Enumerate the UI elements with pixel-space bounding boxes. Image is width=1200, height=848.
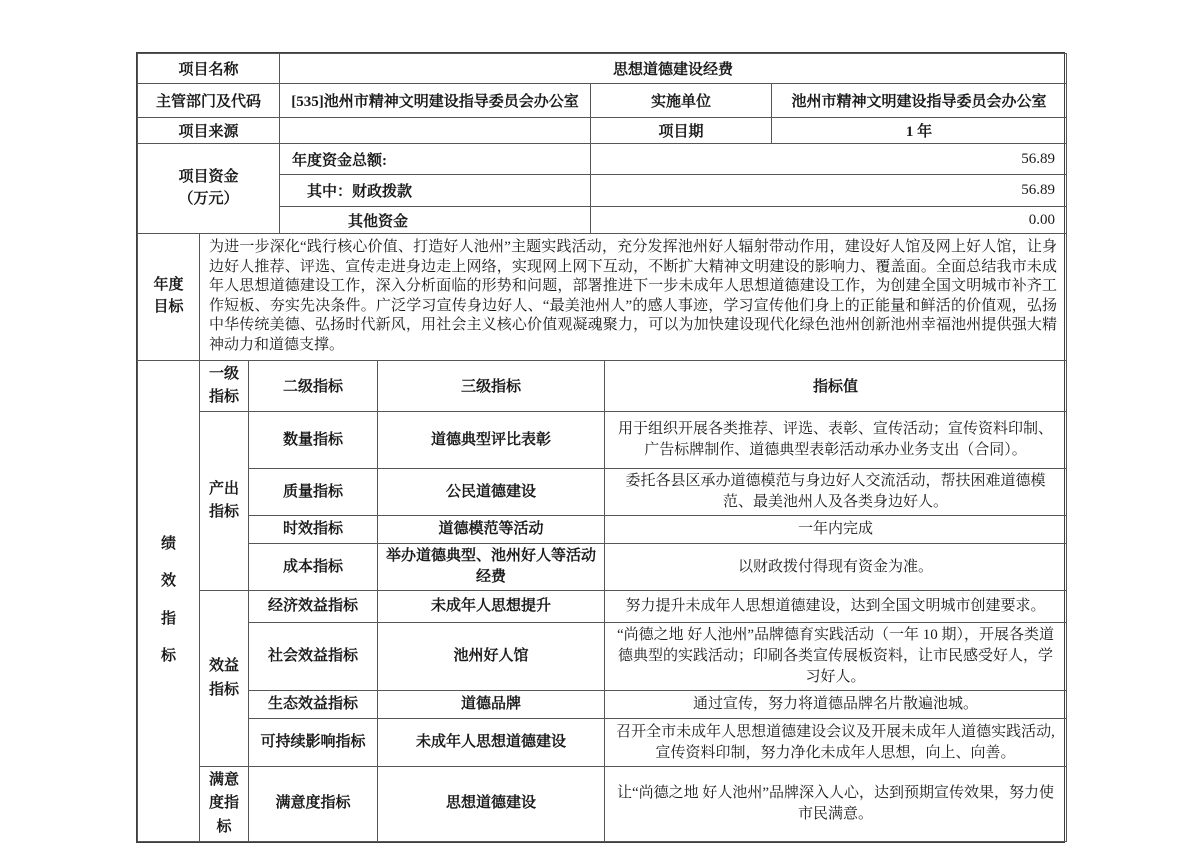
header-value: 指标值 [605, 360, 1067, 412]
indicator-level2: 生态效益指标 [249, 691, 378, 719]
funds-other-value: 0.00 [591, 207, 1067, 234]
table-row [138, 691, 1067, 719]
header-level1: 一级指标 [200, 360, 249, 412]
funds-label-line1: 项目资金 [178, 168, 239, 185]
source-value [280, 118, 591, 144]
performance-side-label: 绩效指标 [138, 360, 200, 841]
group-satisfaction-label: 满意度指标 [200, 767, 249, 842]
indicator-level2: 时效指标 [249, 516, 378, 544]
annual-goal-table [137, 233, 1067, 361]
indicator-value: 一年内完成 [605, 516, 1067, 544]
indicator-value: 努力提升未成年人思想道德建设，达到全国文明城市创建要求。 [605, 591, 1067, 623]
dept-value: [535]池州市精神文明建设指导委员会办公室 [280, 84, 591, 118]
indicator-level2: 社会效益指标 [249, 623, 378, 691]
table-row [138, 544, 1067, 591]
project-name-value: 思想道德建设经费 [280, 54, 1067, 84]
indicator-level3: 道德模范等活动 [378, 516, 605, 544]
indicator-value: 用于组织开展各类推荐、评选、表彰、宣传活动；宣传资料印制、广告标牌制作、道德典型表彰活动承办业务支出（合同）。 [605, 412, 1067, 469]
indicator-value: 通过宣传，努力将道德品牌名片散遍池城。 [605, 691, 1067, 719]
indicator-level3: 举办道德典型、池州好人等活动经费 [378, 544, 605, 591]
indicator-level3: 未成年人思想道德建设 [378, 719, 605, 767]
impl-unit-label: 实施单位 [591, 84, 772, 118]
indicator-level2: 质量指标 [249, 469, 378, 516]
table-row [138, 412, 1067, 469]
source-label: 项目来源 [138, 118, 280, 144]
indicator-level3: 公民道德建设 [378, 469, 605, 516]
funds-fiscal-label: 其中：财政拨款 [280, 175, 591, 207]
indicator-level2: 满意度指标 [249, 767, 378, 842]
dept-label: 主管部门及代码 [138, 84, 280, 118]
indicator-value: 召开全市未成年人思想道德建设会议及开展未成年人道德实践活动,宣传资料印制，努力净化未成年人思想，向上、向善。 [605, 719, 1067, 767]
indicator-value: 以财政拨付得现有资金为准。 [605, 544, 1067, 591]
table-row [138, 516, 1067, 544]
indicator-level3: 道德品牌 [378, 691, 605, 719]
table-row [138, 54, 1067, 84]
table-row [138, 591, 1067, 623]
indicator-level2: 成本指标 [249, 544, 378, 591]
funds-label-line2: （万元） [178, 190, 239, 207]
project-name-label: 项目名称 [138, 54, 280, 84]
indicator-value: 委托各县区承办道德模范与身边好人交流活动，帮扶困难道德模范、最美池州人及各类身边好人。 [605, 469, 1067, 516]
indicators-header-row [138, 360, 1067, 412]
funds-other-label: 其他资金 [280, 207, 591, 234]
indicator-level2: 数量指标 [249, 412, 378, 469]
group-output-label: 产出指标 [200, 412, 249, 591]
table-row [138, 767, 1067, 842]
funds-total-value: 56.89 [591, 144, 1067, 175]
table-row [138, 118, 1067, 144]
table-row [138, 234, 1067, 361]
table-row [138, 84, 1067, 118]
project-performance-table [136, 52, 1065, 843]
indicator-level3: 池州好人馆 [378, 623, 605, 691]
annual-goal-label [138, 234, 200, 361]
group-benefit-label: 效益指标 [200, 591, 249, 767]
table-row [138, 144, 1067, 175]
period-label: 项目期 [591, 118, 772, 144]
indicator-value: “尚德之地 好人池州”品牌德育实践活动（一年 10 期），开展各类道德典型的实践活动；印刷各类宣传展板资料，让市民感受好人，学习好人。 [605, 623, 1067, 691]
period-value: 1 年 [772, 118, 1067, 144]
annual-goal-label-line2: 目标 [153, 298, 184, 315]
indicator-level2: 经济效益指标 [249, 591, 378, 623]
table-row [138, 623, 1067, 691]
header-level2: 二级指标 [249, 360, 378, 412]
annual-goal-label-line1: 年度 [153, 277, 184, 294]
indicator-level3: 思想道德建设 [378, 767, 605, 842]
funds-label [138, 144, 280, 234]
indicators-table [137, 360, 1067, 842]
indicator-level3: 道德典型评比表彰 [378, 412, 605, 469]
funds-fiscal-value: 56.89 [591, 175, 1067, 207]
project-info-table [137, 53, 1067, 234]
indicator-level3: 未成年人思想提升 [378, 591, 605, 623]
annual-goal-text: 为进一步深化“践行核心价值、打造好人池州”主题实践活动，充分发挥池州好人辐射带动作用，建设好人馆及网上好人馆，让身边好人推荐、评选、宣传走进身边走上网络，实现网上网下互动，不断扩大精神文明建设的影响力、覆盖面。全面总结我市未成年人思想道德建设工作，深入分析面临的形势和问题，部署推进下一步未成年人思想道德建设工作，为创建全国文明城市补齐工作短板、夯实先决条件。广泛学习宣传身边好人、“最美池州人”的感人事迹，学习宣传他们身上的正能量和鲜活的价值观，弘扬中华传统美德、弘扬时代新风，用社会主义核心价值观凝魂聚力，可以为加快建设现代化绿色池州创新池州幸福池州提供强大精神动力和道德支撑。 [200, 234, 1067, 361]
table-row [138, 469, 1067, 516]
table-row [138, 719, 1067, 767]
indicator-level2: 可持续影响指标 [249, 719, 378, 767]
header-level3: 三级指标 [378, 360, 605, 412]
funds-total-label: 年度资金总额: [280, 144, 591, 175]
indicator-value: 让“尚德之地 好人池州”品牌深入人心，达到预期宣传效果，努力使市民满意。 [605, 767, 1067, 842]
impl-unit-value: 池州市精神文明建设指导委员会办公室 [772, 84, 1067, 118]
